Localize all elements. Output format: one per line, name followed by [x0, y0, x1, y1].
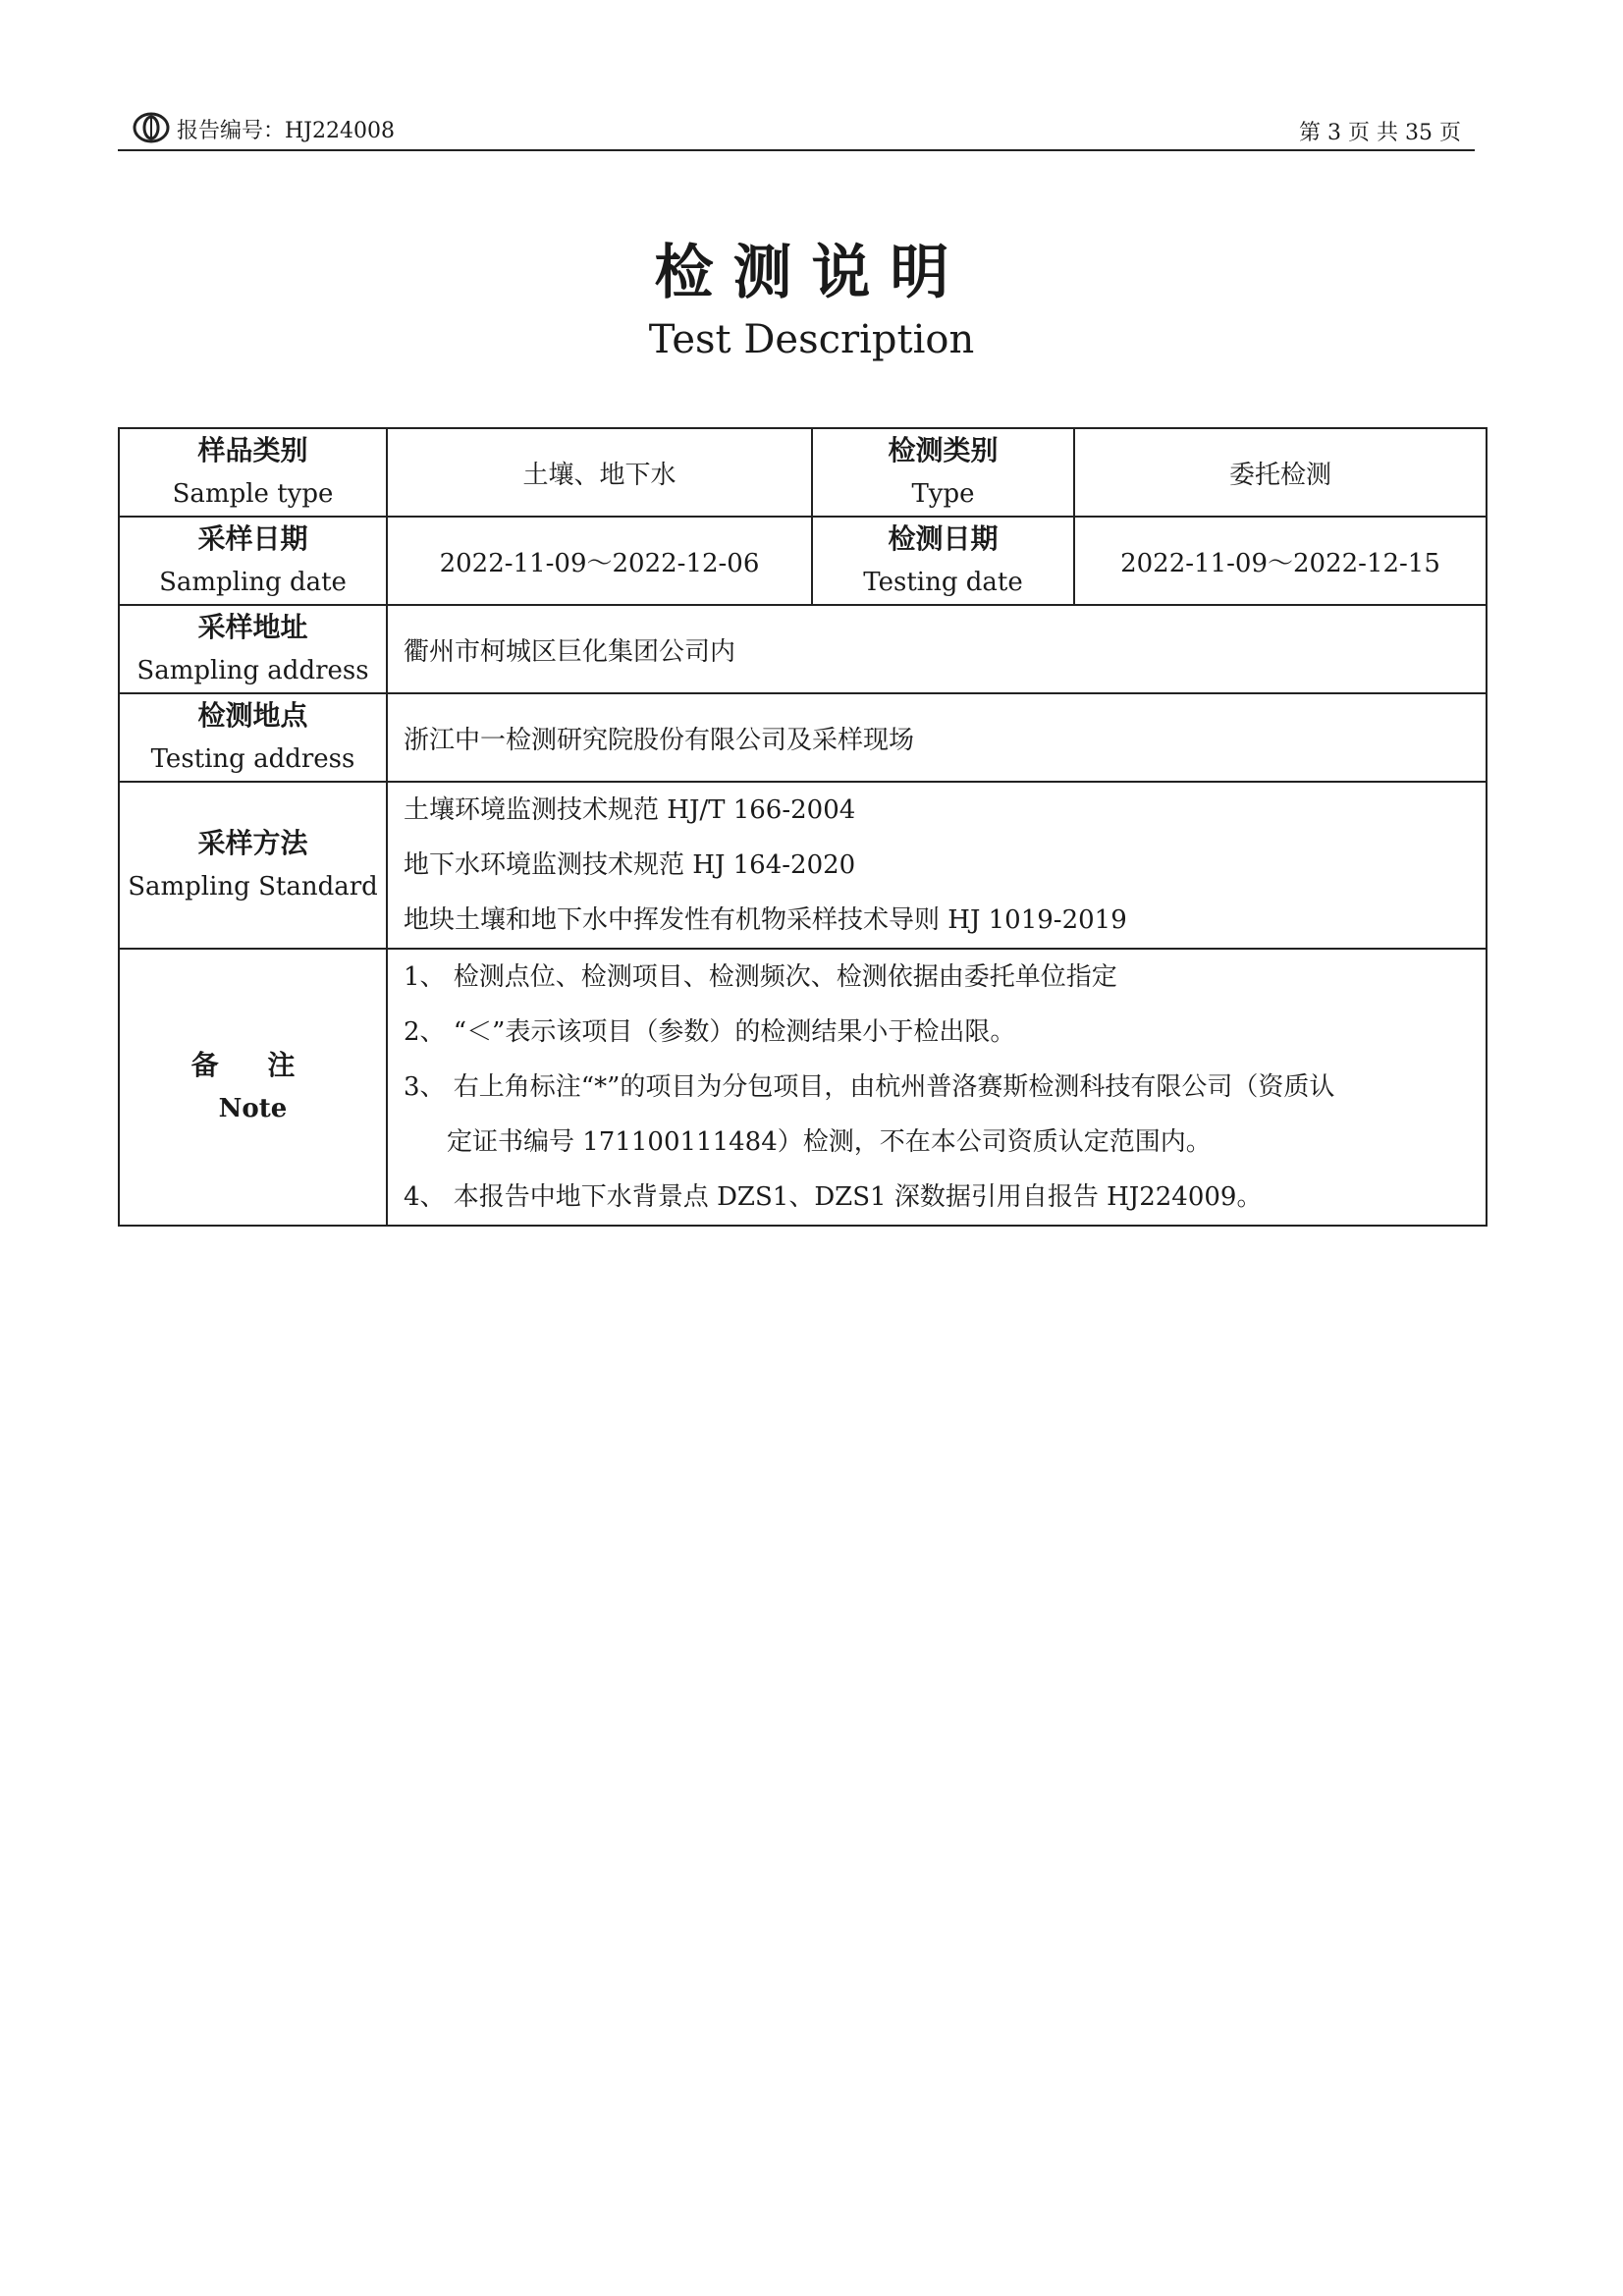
standard-item: 地块土壤和地下水中挥发性有机物采样技术导则 HJ 1019-2019	[404, 905, 1127, 935]
testing-date-label: 检测日期 Testing date	[812, 517, 1074, 605]
row-dates	[119, 517, 1487, 605]
page-title: 检测说明	[654, 239, 969, 307]
note-list	[387, 949, 1487, 1226]
sampling-date-label: 采样日期 Sampling date	[119, 517, 387, 605]
sample-type-value: 土壤、地下水	[387, 428, 812, 517]
type-label: 检测类别 Type	[812, 428, 1074, 517]
row-testing-address	[119, 693, 1487, 782]
sampling-standard-list	[387, 782, 1487, 949]
page-header	[118, 110, 1475, 149]
standard-item: 地下水环境监测技术规范 HJ 164-2020	[404, 850, 856, 880]
row-sampling-standard	[119, 782, 1487, 949]
sample-type-label: 样品类别 Sample type	[119, 428, 387, 517]
testing-date-value: 2022-11-09～2022-12-15	[1074, 517, 1487, 605]
note-label: 备 注 Note	[119, 949, 387, 1226]
page-subtitle: Test Description	[648, 317, 975, 362]
testing-address-value: 浙江中一检测研究院股份有限公司及采样现场	[387, 693, 1487, 782]
note-item-continuation: 定证书编号 171100111484）检测，不在本公司资质认定范围内。	[447, 1127, 1212, 1157]
type-value: 委托检测	[1074, 428, 1487, 517]
test-description-table	[118, 427, 1488, 1227]
header-rule	[118, 149, 1475, 151]
sampling-standard-label: 采样方法 Sampling Standard	[119, 782, 387, 949]
page-number: 第 3 页 共 35 页	[1299, 121, 1461, 145]
row-sampling-address	[119, 605, 1487, 693]
row-sample-type	[119, 428, 1487, 517]
row-note	[119, 949, 1487, 1226]
sampling-address-value: 衢州市柯城区巨化集团公司内	[387, 605, 1487, 693]
sampling-address-label: 采样地址 Sampling address	[119, 605, 387, 693]
note-item: 1、 检测点位、检测项目、检测频次、检测依据由委托单位指定	[404, 962, 1117, 992]
testing-address-label: 检测地点 Testing address	[119, 693, 387, 782]
sampling-date-value: 2022-11-09～2022-12-06	[387, 517, 812, 605]
note-item: 4、 本报告中地下水背景点 DZS1、DZS1 深数据引用自报告 HJ224009。	[404, 1182, 1263, 1212]
standard-item: 土壤环境监测技术规范 HJ/T 166-2004	[404, 795, 856, 825]
note-item: 3、 右上角标注“*”的项目为分包项目，由杭州普洛赛斯检测科技有限公司（资质认	[404, 1072, 1335, 1102]
company-logo-icon	[132, 110, 171, 143]
note-item: 2、 “＜”表示该项目（参数）的检测结果小于检出限。	[404, 1017, 1016, 1047]
report-number: 报告编号：HJ224008	[177, 119, 395, 143]
